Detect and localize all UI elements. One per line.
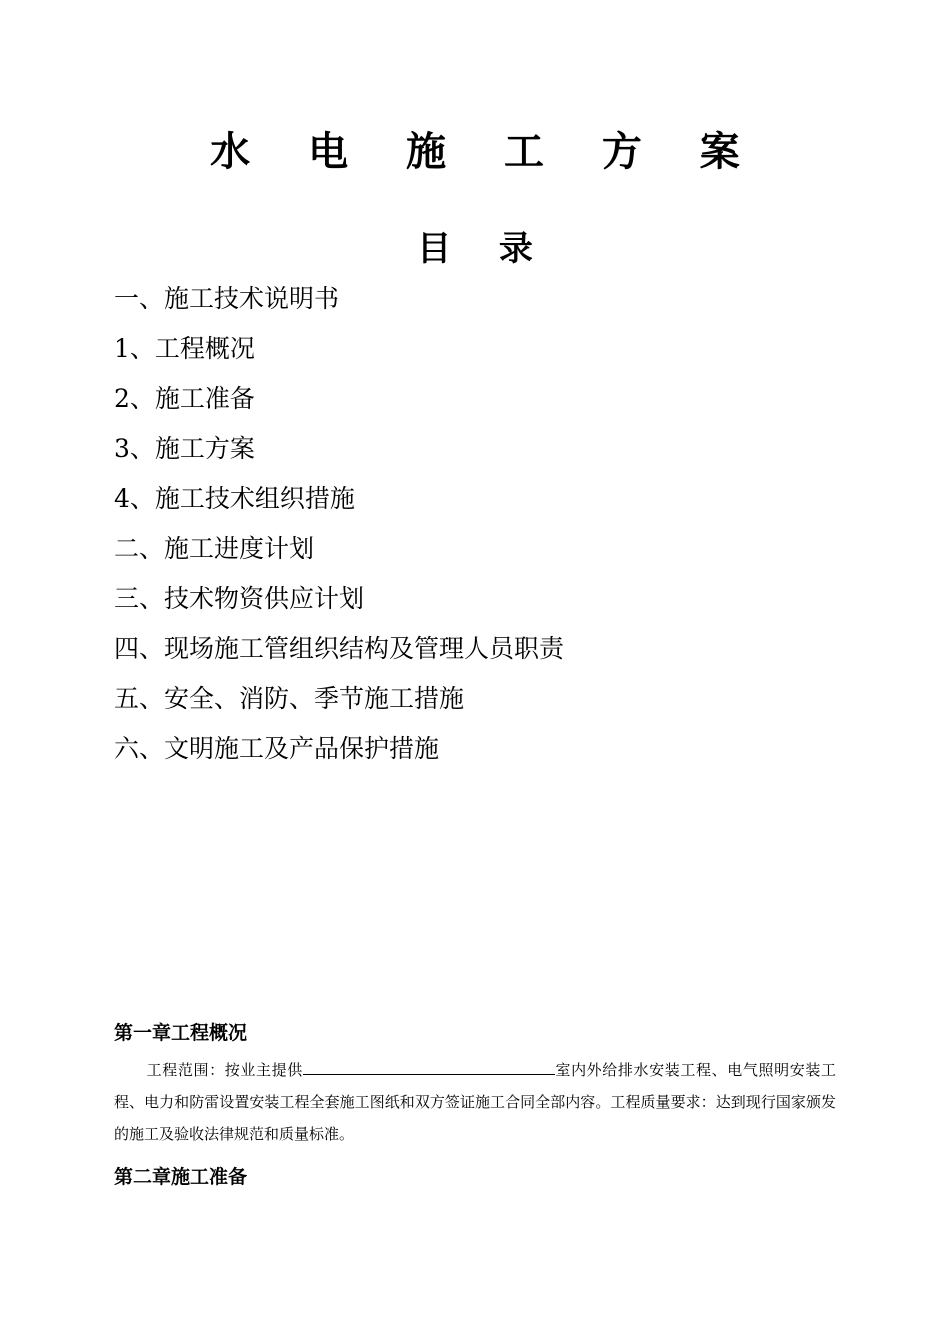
- toc-title: 目 录: [417, 229, 551, 269]
- toc-item: 1、工程概况: [114, 334, 255, 363]
- chapter-1-heading: 第一章工程概况: [114, 1022, 248, 1044]
- toc-item: 五、安全、消防、季节施工措施: [114, 684, 465, 713]
- toc-item: 4、施工技术组织措施: [114, 484, 355, 513]
- toc-item: 2、施工准备: [114, 384, 255, 413]
- paragraph-text-start: 工程范围：按业主提供: [146, 1061, 303, 1079]
- document-title: 水 电 施 工 方 案: [210, 129, 762, 175]
- fill-in-blank-line: [303, 1056, 555, 1075]
- toc-item: 二、施工进度计划: [114, 534, 315, 563]
- toc-item: 六、文明施工及产品保护措施: [114, 734, 440, 763]
- chapter-1-paragraph: [114, 1054, 836, 1150]
- toc-item: 3、施工方案: [114, 434, 255, 463]
- toc-item: 一、施工技术说明书: [114, 284, 340, 313]
- toc-item: 三、技术物资供应计划: [114, 584, 365, 613]
- paragraph-text-rest: 室内外给排水安装工程、电气照明安装工程、电力和防雷设置安装工程全套施工图纸和双方签证施工合同全部内容。工程质量要求：达到现行国家颁发的施工及验收法律规范和质量标准。: [114, 1061, 836, 1143]
- toc-item: 四、现场施工管组织结构及管理人员职责: [114, 634, 565, 663]
- toc-list: [114, 274, 564, 774]
- chapter-2-heading: 第二章施工准备: [114, 1166, 248, 1188]
